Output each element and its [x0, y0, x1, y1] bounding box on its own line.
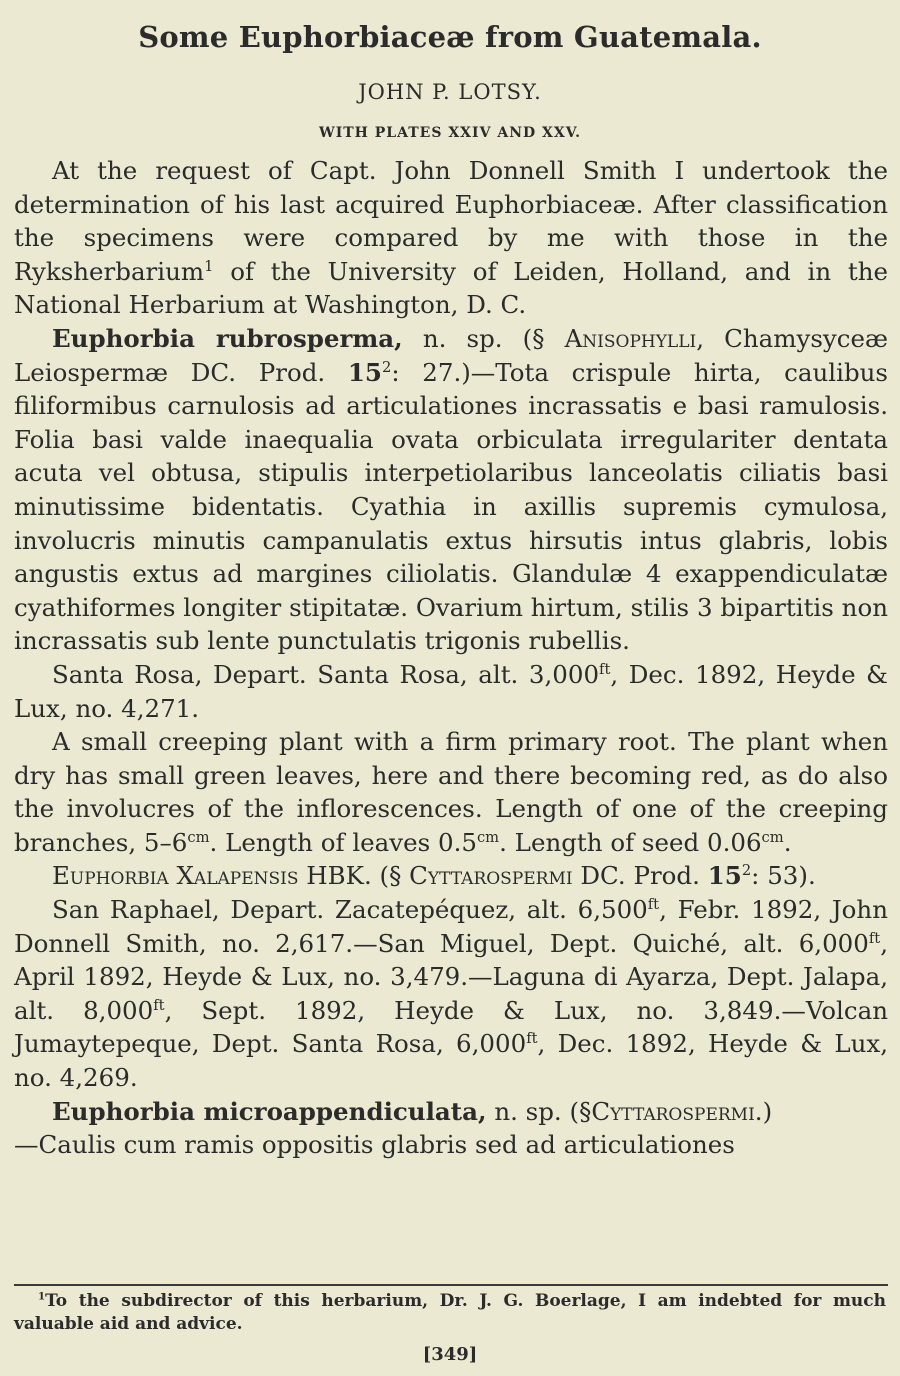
section-name: Cyttarospermi	[409, 861, 573, 891]
article-body	[14, 154, 888, 1162]
footnote: $^1$To the subdirector of this herbarium, Dr. J. G. Boerlage, I am indebted for much valuable aid and advice.	[14, 1290, 886, 1334]
section-name: Cyttarospermi.	[591, 1096, 763, 1126]
species-description: Euphorbia rubrosperma, n. sp. (§ Anisophylli, Chamysyceæ Leiospermæ DC. Prod. $15^2$: 27.)—Tota crispule hirta, caulibus filiformibus carnulosis ad articulationes incrassatis e basi ramulosis. Folia basi valde inaequalia ovata orbiculata irregulariter dentata acuta vel obtusa, stipulis interpetiolaribus lanceolatis ciliatis basi minutissime bidentatis. Cyathia in axillis supremis cymulosa, involucris minutis campanulatis extus hirsutis intus glabris, lobis angustis extus ad margines ciliolatis. Glandulæ 4 exappendiculatæ cyathiformes longiter stipitatæ. Ovarium hirtum, stilis 3 bipartitis non incrassatis sub lente punctulatis trigonis rubellis.	[14, 323, 889, 656]
intro-paragraph: At the request of Capt. John Donnell Smith I undertook the determination of his last acquired Euphorbiaceæ. After classification the specimens were compared by me with those in the Ryksherbarium$^1$ of the University of Leiden, Holland, and in the National Herbarium at Washington, D. C.	[14, 156, 888, 320]
specimen-locality: Santa Rosa, Depart. Santa Rosa, alt. $3,000^{ft}$, Dec. 1892, Heyde & Lux, no. 4,271.	[14, 659, 888, 723]
section-name: Anisophylli	[564, 323, 697, 353]
species-name: Euphorbia microappendiculata,	[52, 1096, 487, 1126]
footnote-divider	[14, 1284, 888, 1286]
article-author: JOHN P. LOTSY.	[358, 80, 542, 104]
species-name: Euphorbia Xalapensis	[52, 861, 299, 891]
specimen-localities: San Raphael, Depart. Zacatepéquez, alt. $6,500^{ft}$, Febr. 1892, John Donnell Smith, no. 2,617.—San Miguel, Dept. Quiché, alt. $6,000^{ft}$, April 1892, Heyde & Lux, no. 3,479.—Laguna di Ayarza, Dept. Jalapa, alt. $8,000^{ft}$, Sept. 1892, Heyde & Lux, no. 3,849.—Volcan Jumaytepeque, Dept. Santa Rosa, $6,000^{ft}$, Dec. 1892, Heyde & Lux, no. 4,269.	[14, 895, 889, 1093]
page-number: [349]	[422, 1344, 478, 1365]
species-notes: A small creeping plant with a firm primary root. The plant when dry has small green leaves, here and there becoming red, as do also the involucres of the inflorescences. Length of one of the creeping branches, $5-6^{cm}$. Length of leaves $0.5^{cm}$. Length of seed $0.06^{cm}$.	[14, 727, 888, 857]
article-title: Some Euphorbiaceæ from Guatemala.	[138, 20, 762, 54]
species-description: Euphorbia microappendiculata, n. sp. (§Cyttarospermi.) —Caulis cum ramis oppositis glabris sed ad articulationes	[14, 1096, 773, 1160]
plates-note: WITH PLATES XXIV AND XXV.	[318, 125, 582, 141]
species-heading: Euphorbia Xalapensis HBK. (§ Cyttarospermi DC. Prod. $15^2$: 53).	[52, 861, 816, 891]
species-name: Euphorbia rubrosperma,	[52, 323, 403, 353]
footnote-ref: 1	[204, 257, 214, 275]
